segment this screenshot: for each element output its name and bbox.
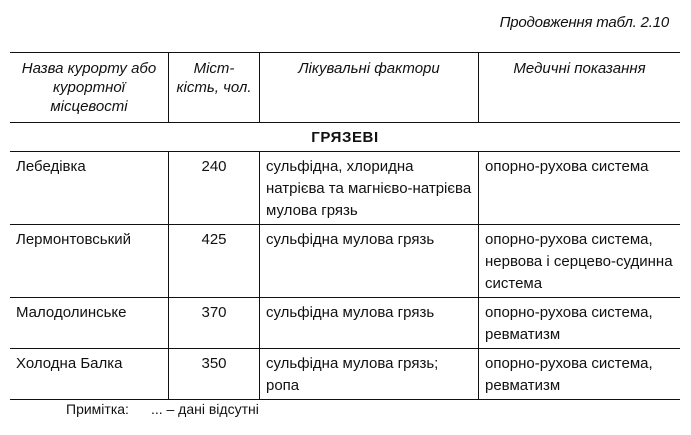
cell-capacity: 370 (169, 298, 260, 349)
table-note (66, 401, 259, 417)
resorts-table (10, 52, 680, 400)
note-text: ... – дані відсутні (150, 401, 259, 417)
cell-indications: опорно-рухова система (479, 152, 681, 225)
table-row (10, 298, 680, 349)
note-label: Примітка: (66, 401, 129, 417)
header-factors: Лікувальні фактори (260, 53, 479, 123)
cell-name: Малодолинське (10, 298, 169, 349)
cell-factors: сульфідна мулова грязь (260, 225, 479, 298)
cell-indications: опорно-рухова система, нервова і серцево-судинна система (479, 225, 681, 298)
table-row (10, 349, 680, 400)
table-header-row (10, 53, 680, 123)
cell-capacity: 240 (169, 152, 260, 225)
table-row (10, 152, 680, 225)
cell-indications: опорно-рухова система, ревматизм (479, 349, 681, 400)
cell-factors: сульфідна мулова грязь (260, 298, 479, 349)
header-name: Назва курорту або курортної місцевості (10, 53, 169, 123)
cell-capacity: 350 (169, 349, 260, 400)
cell-name: Лермонтовський (10, 225, 169, 298)
cell-name: Лебедівка (10, 152, 169, 225)
table-caption: Продовження табл. 2.10 (499, 14, 669, 31)
cell-name: Холодна Балка (10, 349, 169, 400)
cell-factors: сульфідна, хлоридна натрієва та магнієво-натрієва мулова грязь (260, 152, 479, 225)
section-title: ГРЯЗЕВІ (311, 129, 379, 146)
cell-indications: опорно-рухова система, ревматизм (479, 298, 681, 349)
section-row (10, 123, 680, 152)
cell-factors: сульфідна мулова грязь; ропа (260, 349, 479, 400)
table-row (10, 225, 680, 298)
header-capacity: Міст-кість, чол. (169, 53, 260, 123)
cell-capacity: 425 (169, 225, 260, 298)
header-indications: Медичні показання (479, 53, 681, 123)
